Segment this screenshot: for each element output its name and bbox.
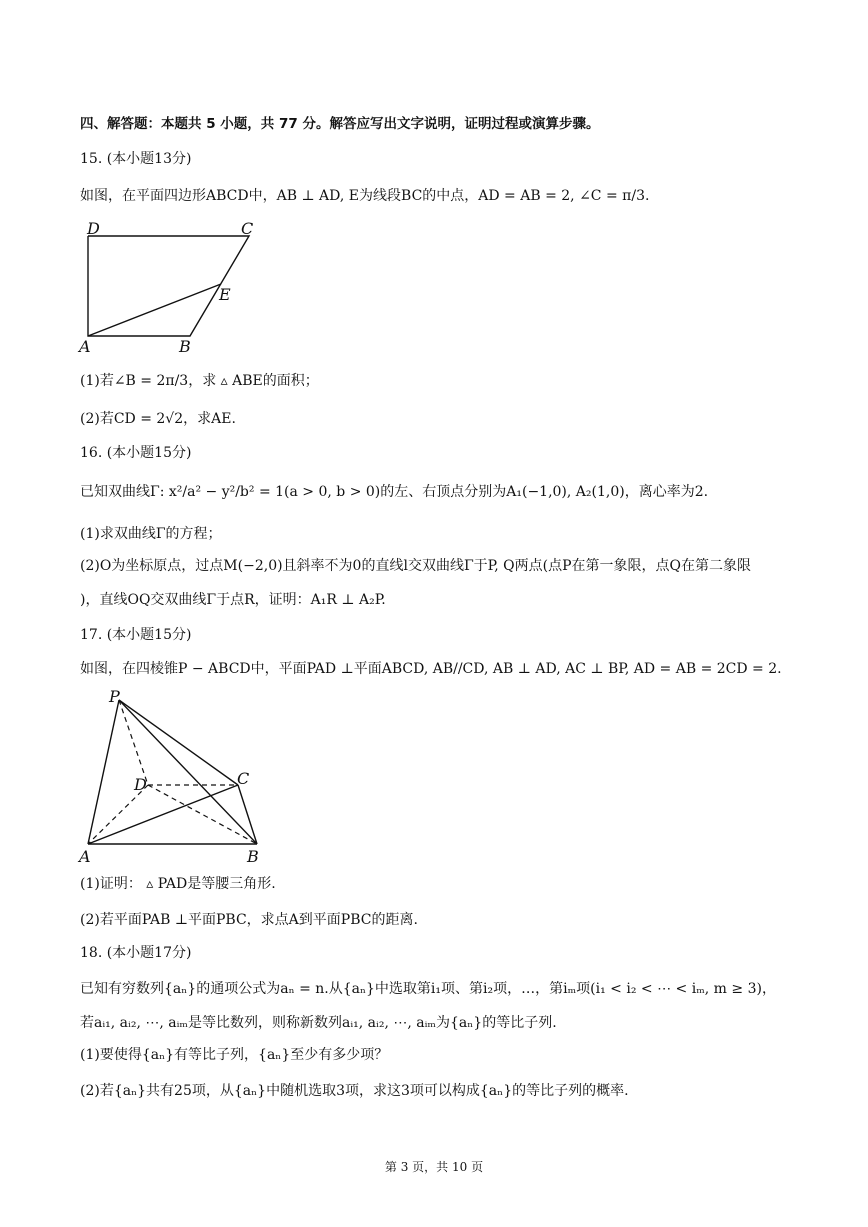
q18-stem-line1: 已知有穷数列{aₙ}的通项公式为aₙ = n.从{aₙ}中选取第i₁项、第i₂项，…，第iₘ项(i₁ < i₂ < ⋯ < iₘ, m ≥ 3)， <box>80 981 776 997</box>
q16-stem: 已知双曲线Γ: x²/a² − y²/b² = 1(a > 0, b > 0)的左、右顶点分别为A₁(−1,0), A₂(1,0)，离心率为2. <box>80 484 709 500</box>
q15-stem: 如图，在平面四边形ABCD中，AB ⊥ AD, E为线段BC的中点，AD = AB = 2, ∠C = π/3. <box>80 188 650 204</box>
label-c: C <box>237 769 250 788</box>
label-b: B <box>179 337 191 356</box>
label-c: C <box>241 219 254 238</box>
q17-part2: (2)若平面PAB ⊥平面PBC，求点A到平面PBC的距离. <box>80 912 418 928</box>
q15-part2: (2)若CD = 2√2，求AE. <box>80 411 236 427</box>
label-d: D <box>134 775 147 794</box>
q15-figure-quadrilateral <box>75 218 275 358</box>
q15-header: 15. (本小题13分) <box>80 151 192 167</box>
label-a: A <box>79 337 91 356</box>
q18-part2: (2)若{aₙ}共有25项，从{aₙ}中随机选取3项，求这3项可以构成{aₙ}的等比子列的概率. <box>80 1083 629 1099</box>
q17-part1: (1)证明： ▵ PAD是等腰三角形. <box>80 876 276 892</box>
q17-header: 17. (本小题15分) <box>80 627 192 643</box>
q17-figure-pyramid <box>75 686 275 866</box>
segment-ae <box>88 284 221 336</box>
q18-stem-line2: 若aᵢ₁, aᵢ₂, ⋯, aᵢₘ是等比数列，则称新数列aᵢ₁, aᵢ₂, ⋯, aᵢₘ为{aₙ}的等比子列. <box>80 1015 557 1031</box>
q18-part1: (1)要使得{aₙ}有等比子列，{aₙ}至少有多少项？ <box>80 1047 389 1063</box>
q17-stem: 如图，在四棱锥P − ABCD中，平面PAD ⊥平面ABCD, AB//CD, AB ⊥ AD, AC ⊥ BP, AD = AB = 2CD = 2. <box>80 661 782 677</box>
label-a: A <box>79 847 91 866</box>
label-p: P <box>109 687 120 706</box>
section-heading: 四、解答题：本题共 5 小题，共 77 分。解答应写出文字说明，证明过程或演算步骤。 <box>80 116 600 132</box>
q16-part1: (1)求双曲线Γ的方程； <box>80 526 222 542</box>
q15-part1: (1)若∠B = 2π/3，求 ▵ ABE的面积； <box>80 373 319 389</box>
page-footer: 第 3 页，共 10 页 <box>384 1160 484 1174</box>
q16-part2-line1: (2)O为坐标原点，过点M(−2,0)且斜率不为0的直线l交双曲线Γ于P, Q两点(点P在第一象限，点Q在第二象限 <box>80 558 751 574</box>
q16-part2-line2: )，直线OQ交双曲线Γ于点R，证明：A₁R ⊥ A₂P. <box>80 592 386 608</box>
q18-header: 18. (本小题17分) <box>80 945 192 961</box>
label-d: D <box>87 219 100 238</box>
q16-header: 16. (本小题15分) <box>80 445 192 461</box>
label-e: E <box>219 285 231 304</box>
label-b: B <box>247 847 259 866</box>
